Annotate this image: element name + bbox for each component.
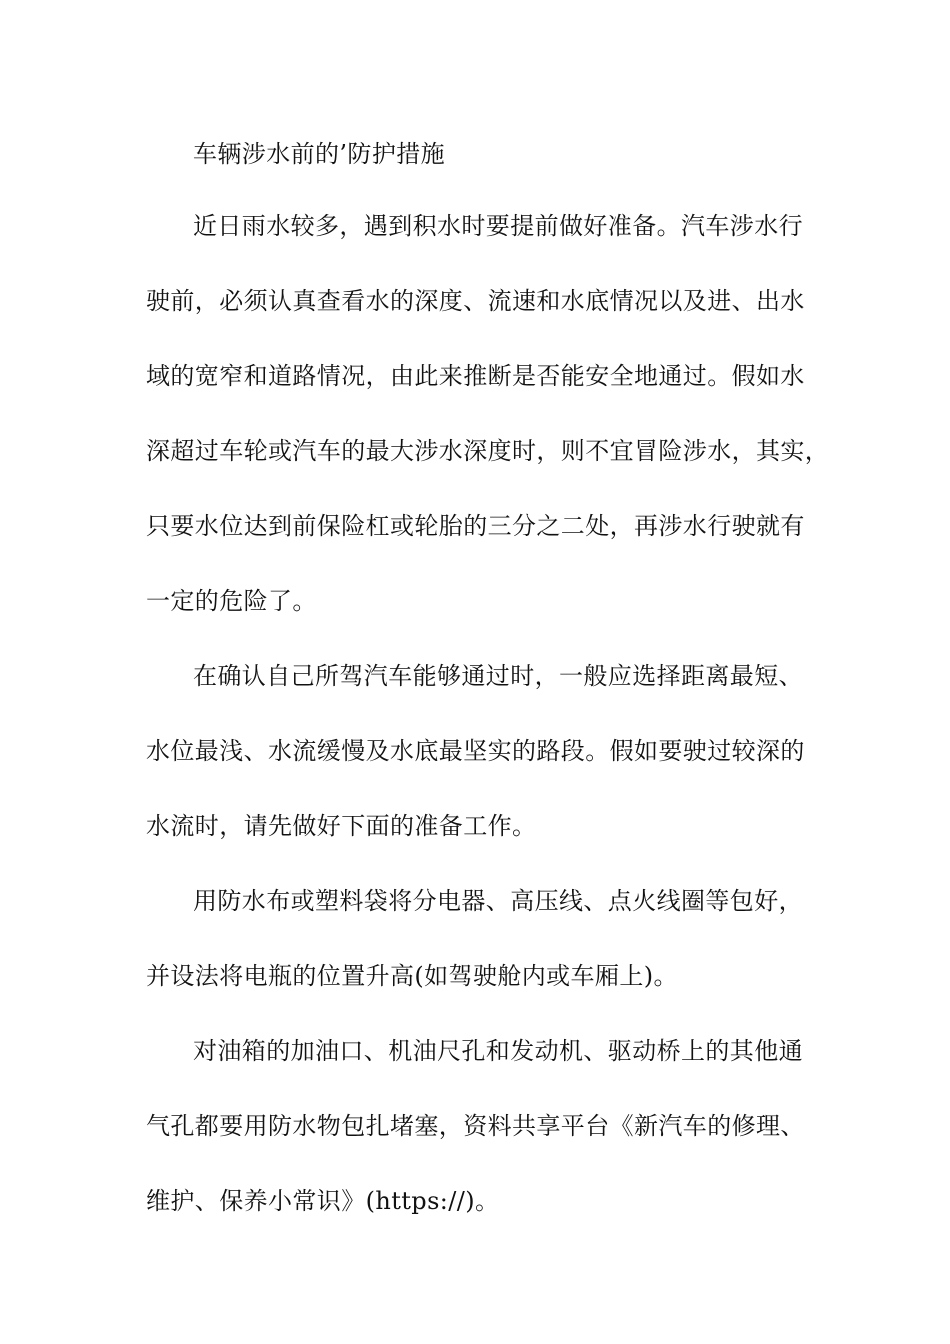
paragraph-line: 只要水位达到前保险杠或轮胎的三分之二处，再涉水行驶就有 xyxy=(146,512,805,540)
paragraph-line: 水位最浅、水流缓慢及水底最坚实的路段。假如要驶过较深的 xyxy=(146,737,805,765)
paragraph-line: 水流时，请先做好下面的准备工作。 xyxy=(146,812,537,840)
paragraph-line: 维护、保养小常识》(https://)。 xyxy=(146,1187,500,1215)
paragraph-line: 用防水布或塑料袋将分电器、高压线、点火线圈等包好， xyxy=(193,887,803,915)
paragraph-line: 气孔都要用防水物包扎堵塞，资料共享平台《新汽车的修理、 xyxy=(146,1112,805,1140)
document-title: 车辆涉水前的’防护措施 xyxy=(193,140,446,168)
paragraph-line: 域的宽窄和道路情况，由此来推断是否能安全地通过。假如水 xyxy=(146,362,805,390)
paragraph-line: 深超过车轮或汽车的最大涉水深度时，则不宜冒险涉水，其实， xyxy=(146,437,830,465)
paragraph-line: 在确认自己所驾汽车能够通过时，一般应选择距离最短、 xyxy=(193,662,803,690)
paragraph-line: 并设法将电瓶的位置升高(如驾驶舱内或车厢上)。 xyxy=(146,962,678,990)
paragraph-line: 对油箱的加油口、机油尺孔和发动机、驱动桥上的其他通 xyxy=(193,1037,803,1065)
paragraph-line: 近日雨水较多，遇到积水时要提前做好准备。汽车涉水行 xyxy=(193,212,803,240)
paragraph-line: 一定的危险了。 xyxy=(146,587,317,615)
paragraph-line: 驶前，必须认真查看水的深度、流速和水底情况以及进、出水 xyxy=(146,287,805,315)
